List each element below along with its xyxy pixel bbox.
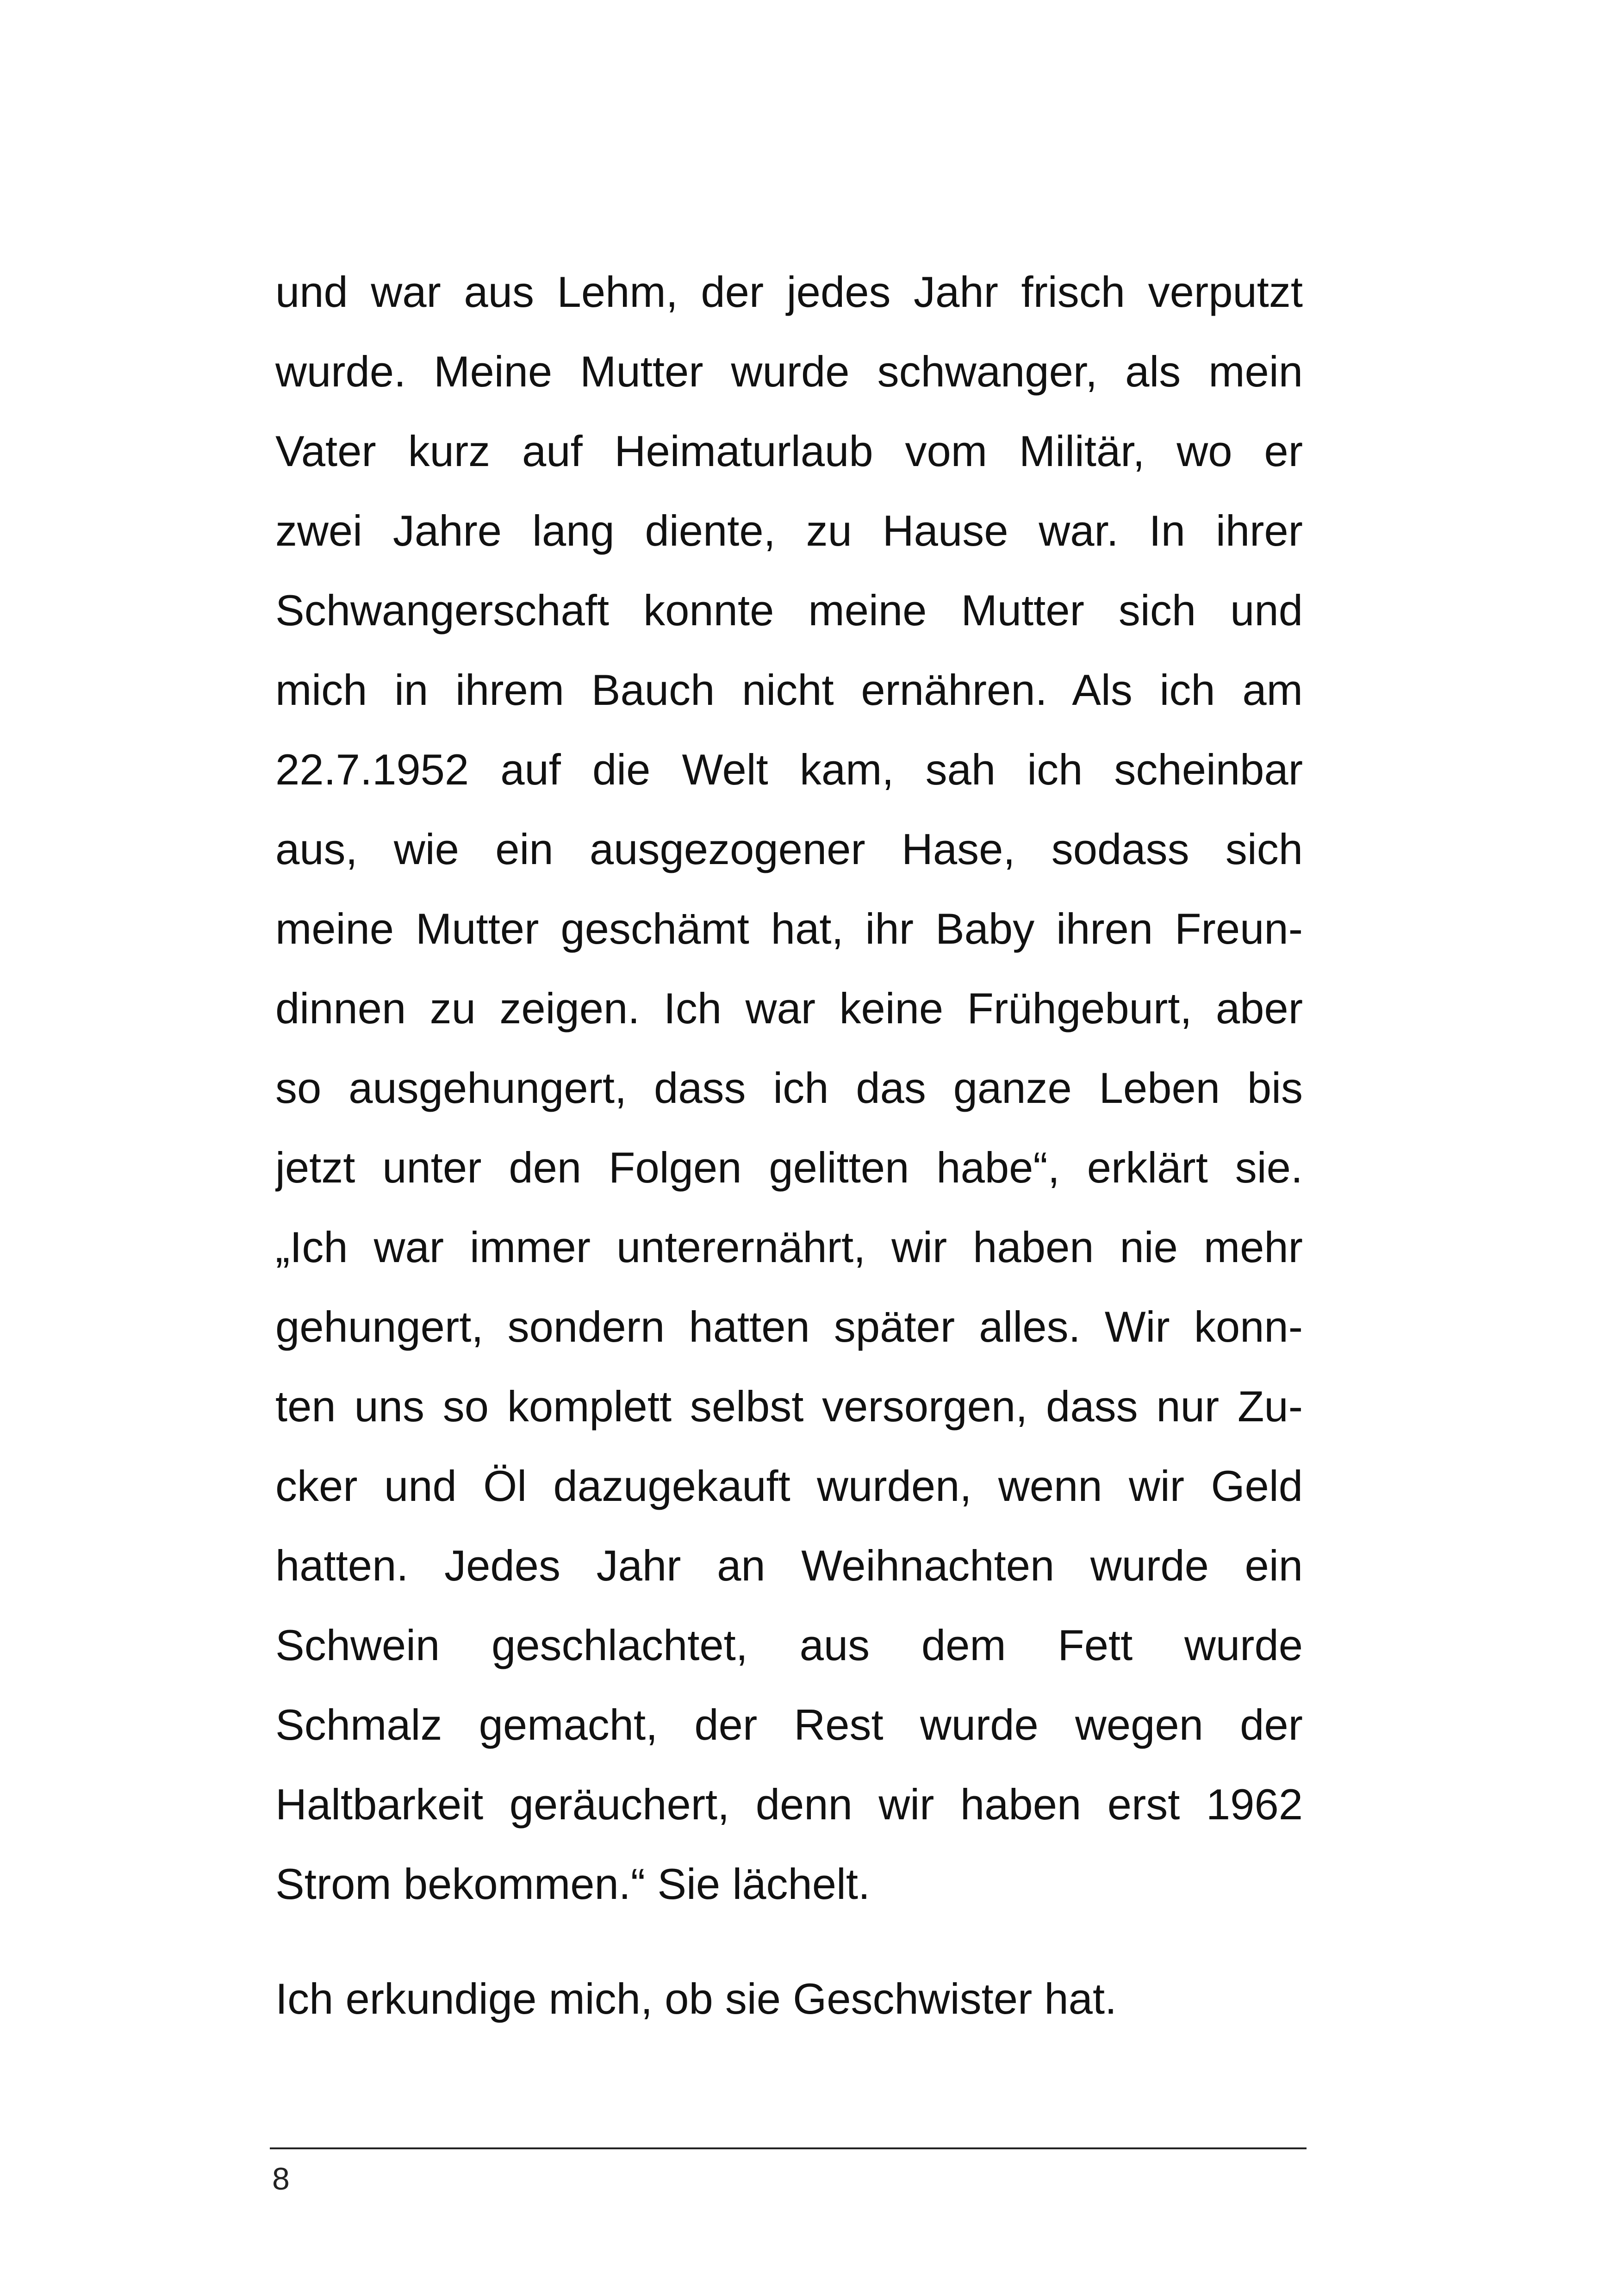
text-line: Schmalz gemacht, der Rest wurde wegen der	[275, 1700, 1303, 1749]
text-line: aus, wie ein ausgezogener Hase, sodass sich	[275, 825, 1303, 873]
text-line: Strom bekommen.“ Sie lächelt.	[275, 1860, 871, 1908]
text-line: gehungert, sondern hatten später alles. Wir konn-	[275, 1302, 1303, 1351]
text-line: 22.7.1952 auf die Welt kam, sah ich scheinbar	[275, 745, 1303, 794]
text-line: hatten. Jedes Jahr an Weihnachten wurde ein	[275, 1541, 1303, 1590]
text-line: wurde. Meine Mutter wurde schwanger, als mein	[275, 347, 1303, 396]
footer-divider	[270, 2147, 1307, 2149]
text-line: Schwein geschlachtet, aus dem Fett wurde	[275, 1621, 1303, 1669]
text-line: cker und Öl dazugekauft wurden, wenn wir Geld	[275, 1462, 1303, 1510]
page-number: 8	[272, 2161, 290, 2196]
text-line: jetzt unter den Folgen gelitten habe“, erklärt sie.	[275, 1143, 1303, 1192]
paragraph-main	[275, 252, 1303, 1924]
text-line: ten uns so komplett selbst versorgen, dass nur Zu-	[275, 1382, 1303, 1431]
text-line: „Ich war immer unterernährt, wir haben nie mehr	[275, 1223, 1303, 1271]
text-line: dinnen zu zeigen. Ich war keine Frühgeburt, aber	[275, 984, 1303, 1033]
text-line: meine Mutter geschämt hat, ihr Baby ihren Freun-	[275, 904, 1303, 953]
text-line: Vater kurz auf Heimaturlaub vom Militär, wo er	[275, 427, 1303, 475]
text-line: und war aus Lehm, der jedes Jahr frisch verputzt	[275, 268, 1303, 316]
paragraph-second: Ich erkundige mich, ob sie Geschwister hat.	[275, 1974, 1117, 2023]
text-line: Haltbarkeit geräuchert, denn wir haben erst 1962	[275, 1780, 1303, 1829]
text-line: so ausgehungert, dass ich das ganze Leben bis	[275, 1064, 1303, 1112]
text-line: mich in ihrem Bauch nicht ernähren. Als ich am	[275, 666, 1303, 714]
text-line: Schwangerschaft konnte meine Mutter sich und	[275, 586, 1303, 635]
text-line: zwei Jahre lang diente, zu Hause war. In ihrer	[275, 506, 1303, 555]
